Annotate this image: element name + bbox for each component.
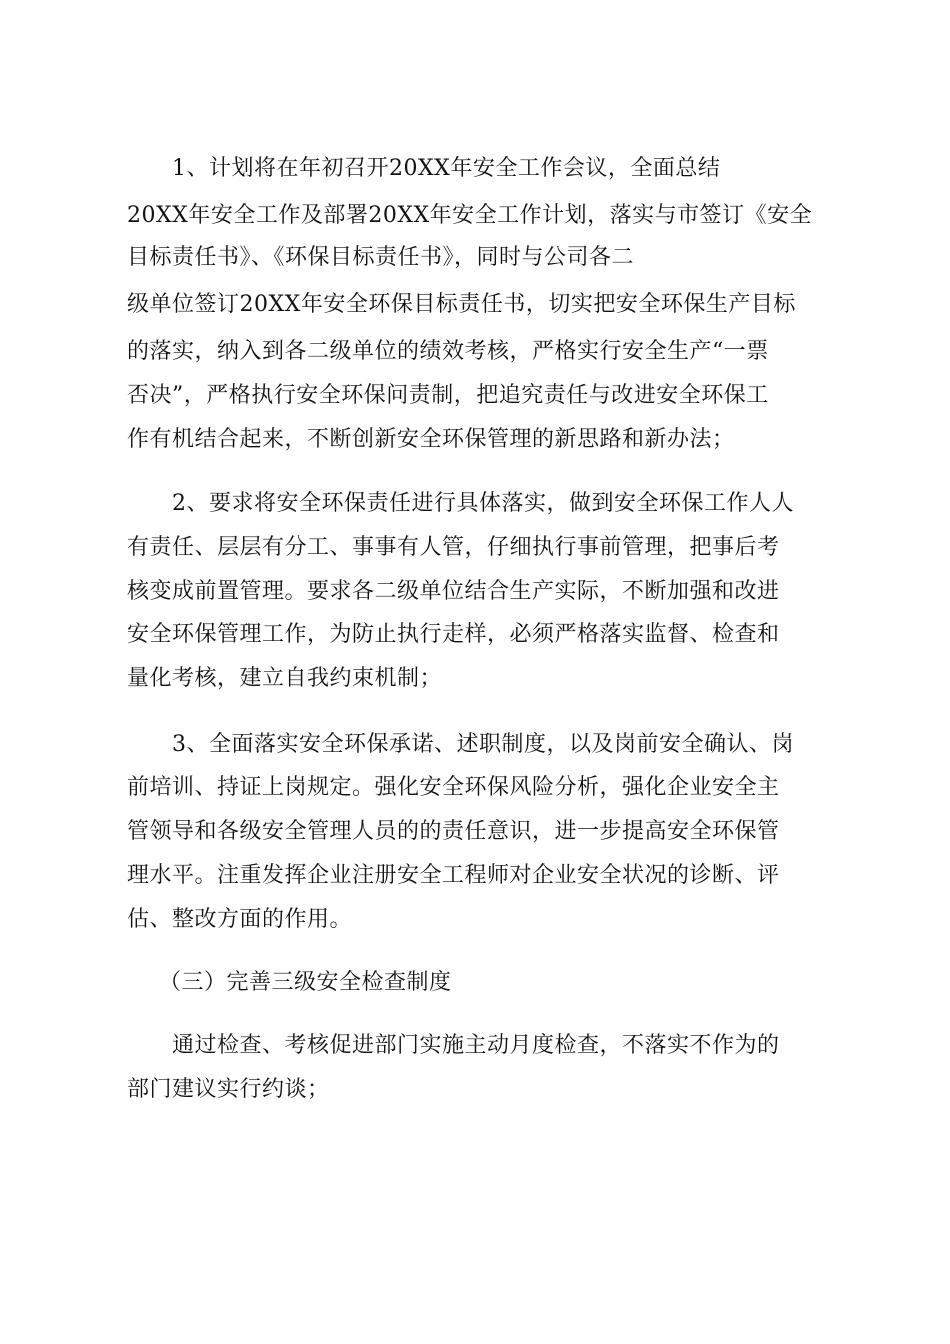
paragraph-1-line-6: 否决”，严格执行安全环保问责制，把追究责任与改进安全环保工	[127, 383, 769, 408]
paragraph-3-line-2: 前培训、持证上岗规定。强化安全环保风险分析，强化企业安全主	[127, 775, 780, 800]
paragraph-4-line-1: 通过检查、考核促进部门实施主动月度检查，不落实不作为的	[172, 1033, 780, 1058]
paragraph-1-line-4: 级单位签订20XX年安全环保目标责任书，切实把安全环保生产目标	[127, 292, 796, 317]
paragraph-1-line-7: 作有机结合起来，不断创新安全环保管理的新思路和新办法；	[127, 427, 735, 452]
paragraph-2-line-4: 安全环保管理工作，为防止执行走样，必须严格落实监督、检查和	[127, 622, 780, 647]
paragraph-2-line-1: 2、要求将安全环保责任进行具体落实，做到安全环保工作人人	[172, 491, 794, 516]
paragraph-1-line-1: 1、计划将在年初召开20XX年安全工作会议，全面总结	[172, 156, 721, 181]
paragraph-3-line-1: 3、全面落实安全环保承诺、述职制度，以及岗前安全确认、岗	[172, 732, 794, 757]
paragraph-1-line-2: 20XX年安全工作及部署20XX年安全工作计划，落实与市签订《安全	[127, 203, 813, 228]
paragraph-2-line-3: 核变成前置管理。要求各二级单位结合生产实际，不断加强和改进	[127, 579, 780, 604]
paragraph-1-line-5: 的落实，纳入到各二级单位的绩效考核，严格实行安全生产“一票	[127, 339, 769, 364]
paragraph-2-line-2: 有责任、层层有分工、事事有人管，仔细执行事前管理，把事后考	[127, 535, 780, 560]
paragraph-3-line-4: 理水平。注重发挥企业注册安全工程师对企业安全状况的诊断、评	[127, 863, 780, 888]
paragraph-3-line-3: 管领导和各级安全管理人员的的责任意识，进一步提高安全环保管	[127, 819, 780, 844]
section-heading: （三）完善三级安全检查制度	[159, 970, 452, 995]
paragraph-3-line-5: 估、整改方面的作用。	[127, 907, 353, 932]
paragraph-4-line-2: 部门建议实行约谈；	[127, 1077, 330, 1102]
paragraph-1-line-3: 目标责任书》、《环保目标责任书》，同时与公司各二	[127, 245, 635, 270]
paragraph-2-line-5: 量化考核，建立自我约束机制；	[127, 666, 443, 691]
